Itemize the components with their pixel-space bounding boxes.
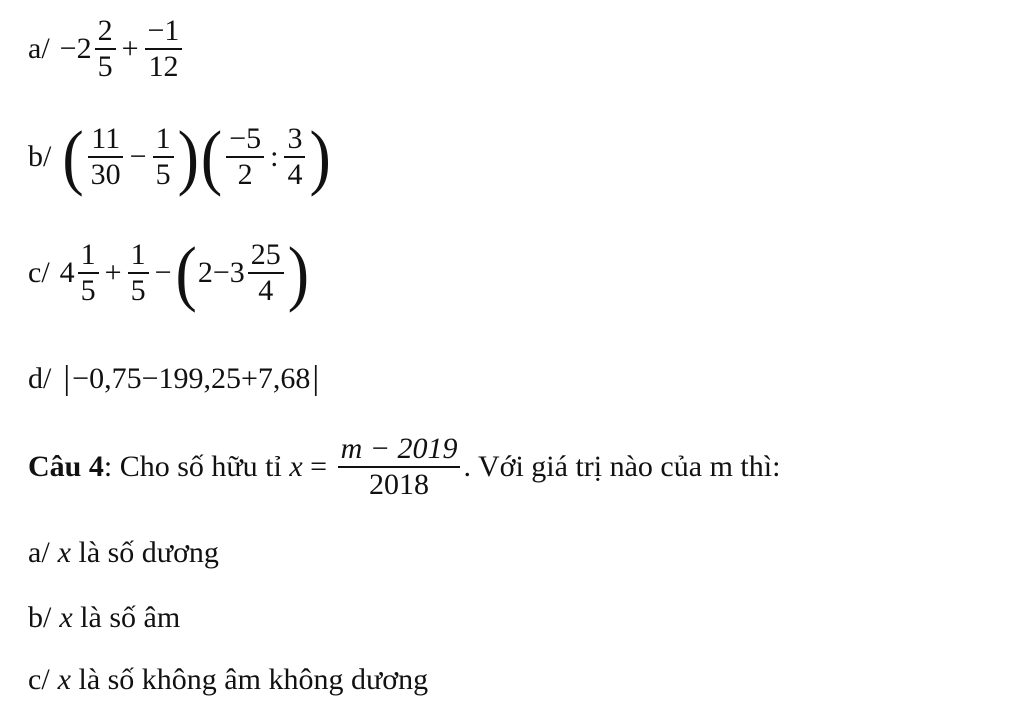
fraction <box>128 238 149 308</box>
fraction <box>226 122 264 192</box>
fraction <box>78 238 99 308</box>
fraction <box>153 122 174 192</box>
denominator: 2018 <box>369 468 430 501</box>
close-paren: ) <box>177 115 199 198</box>
numerator: 25 <box>248 238 284 274</box>
question-text-2: . Với giá trị nào của m thì: <box>463 450 781 483</box>
numerator: 1 <box>78 238 99 274</box>
denominator: 5 <box>155 158 171 191</box>
denominator: 2 <box>237 158 253 191</box>
fraction <box>284 122 305 192</box>
denominator: 30 <box>90 158 121 191</box>
operator: − <box>129 140 147 173</box>
item-text: là số không âm không dương <box>70 663 429 696</box>
variable-x: x <box>57 663 71 696</box>
question-title: Câu 4 <box>28 450 104 483</box>
denominator: 5 <box>97 50 113 83</box>
variable-x: x <box>289 450 303 483</box>
question-text: : Cho số hữu tỉ <box>103 450 290 483</box>
item-text: là số dương <box>70 536 219 569</box>
problem-c <box>28 231 310 314</box>
fraction <box>95 14 116 84</box>
numerator: −1 <box>145 14 183 50</box>
equals-sign: = <box>302 450 335 483</box>
list-item <box>28 663 428 697</box>
numerator: 11 <box>88 122 123 158</box>
operator: − <box>154 256 172 289</box>
denominator: 12 <box>148 50 179 83</box>
operator: + <box>104 256 122 289</box>
close-paren: ) <box>309 115 331 198</box>
problem-b <box>28 115 332 198</box>
fraction <box>88 122 124 192</box>
item-label: b/ <box>28 601 52 634</box>
fraction <box>338 432 461 502</box>
fraction <box>248 238 284 308</box>
problem-d <box>28 360 321 398</box>
open-paren: ( <box>62 115 84 198</box>
whole-part: 4 <box>59 256 75 289</box>
whole-part: −2 <box>59 32 92 65</box>
numerator: 3 <box>284 122 305 158</box>
list-item <box>28 601 180 635</box>
item-text: là số âm <box>72 601 181 634</box>
problem-b-label: b/ <box>28 140 52 173</box>
open-paren: ( <box>175 231 197 314</box>
denominator: 4 <box>258 274 274 307</box>
problem-a-label: a/ <box>28 32 50 65</box>
abs-bar-left: | <box>63 360 71 397</box>
item-label: a/ <box>28 536 50 569</box>
open-paren: ( <box>200 115 223 198</box>
operator: + <box>121 32 139 65</box>
variable-x: x <box>59 601 73 634</box>
abs-expression: −0,75−199,25+7,68 <box>72 362 311 395</box>
numerator: 2 <box>95 14 116 50</box>
problem-d-label: d/ <box>28 362 52 395</box>
close-paren: ) <box>287 231 310 314</box>
fraction <box>145 14 183 84</box>
numerator: m − 2019 <box>338 432 461 468</box>
numerator: 1 <box>153 122 174 158</box>
abs-bar-right: | <box>312 360 320 397</box>
variable-x: x <box>57 536 71 569</box>
list-item <box>28 536 219 570</box>
question-4 <box>28 432 780 502</box>
numerator: 1 <box>128 238 149 274</box>
problem-c-label: c/ <box>28 256 50 289</box>
inner-expression: 2−3 <box>197 256 245 289</box>
operator: : <box>270 140 279 173</box>
denominator: 5 <box>130 274 146 307</box>
denominator: 5 <box>80 274 96 307</box>
item-label: c/ <box>28 663 50 696</box>
numerator: −5 <box>226 122 264 158</box>
denominator: 4 <box>287 158 303 191</box>
problem-a <box>28 14 185 84</box>
